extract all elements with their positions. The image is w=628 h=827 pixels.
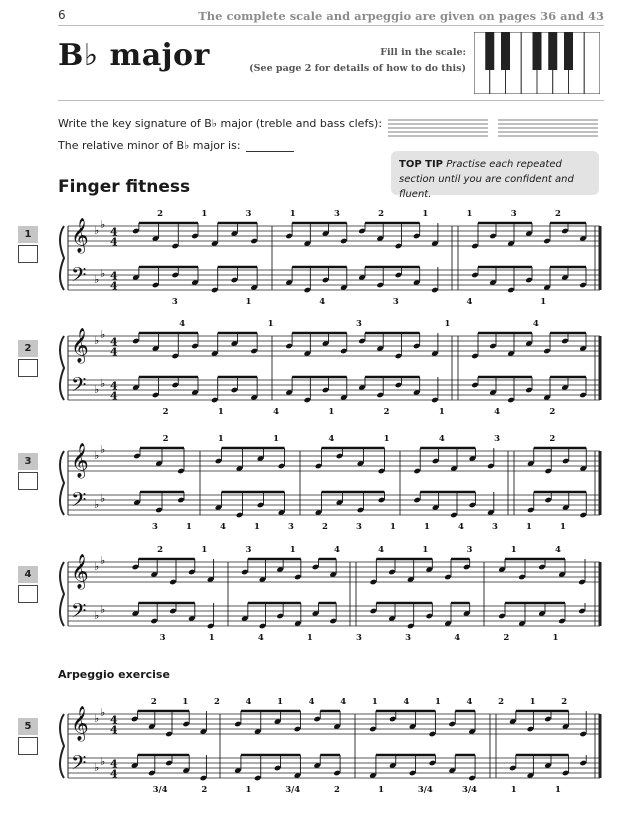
bass-fingering: 2 (383, 407, 390, 417)
bass-fingering: 1 (510, 785, 517, 795)
treble-fingering: 2 (213, 697, 220, 707)
top-tip-box (391, 151, 599, 200)
treble-fingering: 4 (179, 319, 186, 329)
exercise-number-4: 4 (18, 566, 38, 583)
bass-fingering: 1 (245, 785, 252, 795)
brace (60, 336, 64, 400)
bass-fingering: 1 (552, 633, 559, 643)
treble-fingering: 4 (333, 545, 340, 555)
treble-fingering: 1 (422, 545, 429, 555)
bass-fingering: 4 (494, 407, 501, 417)
black-key[interactable] (501, 32, 510, 70)
treble-clef: 𝄞 (71, 443, 89, 478)
black-key[interactable] (564, 32, 573, 70)
relative-minor-answer-line[interactable] (246, 151, 294, 152)
bass-fingering: 1 (540, 297, 547, 307)
bass-fingering: 1 (378, 785, 385, 795)
flat-sign: ♭ (100, 755, 106, 768)
bass-fingering: 3 (171, 297, 178, 307)
flat-sign: ♭ (100, 328, 106, 341)
bass-fingering: 3 (405, 633, 412, 643)
treble-clef: 𝄞 (71, 554, 89, 589)
time-signature-bottom: 4 (110, 279, 118, 293)
treble-fingering: 2 (549, 434, 556, 444)
bass-fingering: 1 (217, 407, 224, 417)
exercise-4-score (50, 544, 605, 644)
time-signature-top: 4 (110, 757, 118, 771)
bass-fingering: 1 (245, 297, 252, 307)
bass-fingering: 4 (458, 522, 464, 532)
fill-scale-label: Fill in the scale: (380, 47, 466, 58)
flat-sign: ♭ (94, 224, 100, 237)
treble-fingering: 4 (245, 697, 252, 707)
exercise-1-score (50, 208, 605, 308)
bass-fingering: 3/4 (152, 785, 168, 795)
time-signature-bottom: 4 (110, 235, 118, 249)
treble-fingering: 3 (510, 209, 517, 219)
relative-minor-question: The relative minor of B♭ major is: (58, 139, 241, 152)
flat-sign: ♭ (100, 554, 106, 567)
bass-fingering: 4 (319, 297, 326, 307)
bass-fingering: 1 (560, 522, 566, 532)
treble-fingering: 2 (554, 209, 561, 219)
flat-sign: ♭ (100, 267, 106, 280)
treble-fingering: 1 (422, 209, 429, 219)
arpeggio-exercise-heading: Arpeggio exercise (58, 668, 170, 681)
fill-scale-instructions: (See page 2 for details of how to do this) (249, 63, 466, 74)
flat-sign: ♭ (94, 712, 100, 725)
treble-fingering: 4 (438, 434, 445, 444)
treble-fingering: 3 (245, 545, 252, 555)
time-signature-top: 4 (110, 225, 118, 239)
exercise-2-score (50, 318, 605, 418)
finger-fitness-heading: Finger fitness (58, 177, 191, 197)
bass-fingering: 4 (257, 633, 264, 643)
header-rule (58, 25, 604, 26)
brace (60, 562, 64, 626)
treble-fingering: 2 (162, 434, 169, 444)
bass-fingering: 3 (392, 297, 399, 307)
bass-fingering: 3 (492, 522, 498, 532)
fill-scale-note (249, 45, 466, 77)
treble-fingering: 1 (383, 434, 390, 444)
bass-fingering: 1 (186, 522, 192, 532)
treble-key-signature-answer[interactable] (388, 118, 488, 138)
bass-fingering: 1 (306, 633, 313, 643)
treble-fingering: 1 (289, 209, 296, 219)
exercise-checkbox-2[interactable] (18, 359, 38, 377)
title-rule (58, 100, 604, 101)
bass-fingering: 2 (549, 407, 556, 417)
treble-fingering: 1 (510, 545, 517, 555)
bass-fingering: 3 (152, 522, 158, 532)
treble-fingering: 1 (267, 319, 274, 329)
bass-fingering: 3 (159, 633, 166, 643)
time-signature-bottom: 4 (110, 389, 118, 403)
time-signature-bottom: 4 (110, 723, 118, 737)
treble-fingering: 4 (308, 697, 315, 707)
flat-sign: ♭ (100, 443, 106, 456)
exercise-3-score (50, 433, 605, 533)
exercise-number-5: 5 (18, 718, 38, 735)
time-signature-top: 4 (110, 379, 118, 393)
flat-sign: ♭ (94, 273, 100, 286)
bass-fingering: 4 (466, 297, 473, 307)
bass-fingering: 2 (322, 522, 328, 532)
treble-clef: 𝄞 (71, 706, 89, 741)
page-number: 6 (58, 8, 66, 22)
flat-sign: ♭ (94, 609, 100, 622)
exercise-checkbox-4[interactable] (18, 585, 38, 603)
bass-fingering: 3/4 (417, 785, 433, 795)
exercise-number-2: 2 (18, 340, 38, 357)
treble-fingering: 1 (466, 209, 473, 219)
bass-fingering: 3 (356, 633, 362, 643)
flat-sign: ♭ (94, 383, 100, 396)
bass-fingering: 1 (390, 522, 396, 532)
treble-fingering: 2 (498, 697, 505, 707)
bass-clef: 𝄢 (71, 751, 87, 779)
treble-fingering: 2 (150, 697, 157, 707)
treble-fingering: 1 (371, 697, 378, 707)
time-signature-top: 4 (110, 335, 118, 349)
bass-fingering: 1 (438, 407, 445, 417)
treble-fingering: 4 (466, 697, 473, 707)
flat-sign: ♭ (100, 377, 106, 390)
bass-fingering: 2 (333, 785, 340, 795)
bass-fingering: 3/4 (462, 785, 477, 795)
flat-sign: ♭ (94, 449, 100, 462)
exercise-checkbox-5[interactable] (18, 737, 38, 755)
black-key[interactable] (485, 32, 494, 70)
treble-fingering: 1 (444, 319, 451, 329)
white-key[interactable] (584, 32, 600, 94)
exercise-5-score (50, 696, 605, 806)
bass-fingering: 1 (424, 522, 430, 532)
top-tip-text: Practise each repeated section until you are confident and fluent. (399, 159, 574, 200)
treble-fingering: 1 (289, 545, 296, 555)
black-key[interactable] (533, 32, 542, 70)
bass-fingering: 1 (208, 633, 215, 643)
treble-fingering: 1 (217, 434, 224, 444)
treble-fingering: 1 (434, 697, 441, 707)
header-note: The complete scale and arpeggio are given on pages 36 and 43 (198, 9, 604, 23)
bass-clef: 𝄢 (71, 373, 87, 401)
treble-fingering: 3 (356, 319, 362, 329)
bass-fingering: 4 (454, 633, 461, 643)
bass-fingering: 2 (162, 407, 169, 417)
bass-clef: 𝄢 (71, 263, 87, 291)
bass-fingering: 1 (554, 785, 561, 795)
time-signature-top: 4 (110, 713, 118, 727)
treble-fingering: 3 (333, 209, 340, 219)
bass-fingering: 2 (201, 785, 208, 795)
bass-fingering: 1 (328, 407, 335, 417)
bass-fingering: 3 (356, 522, 362, 532)
bass-fingering: 3/4 (285, 785, 301, 795)
treble-fingering: 2 (157, 209, 164, 219)
treble-fingering: 1 (201, 545, 208, 555)
treble-fingering: 1 (273, 434, 280, 444)
treble-fingering: 2 (157, 545, 164, 555)
bass-clef: 𝄢 (71, 488, 87, 516)
page-title: B♭ major (58, 38, 210, 73)
key-signature-question: Write the key signature of B♭ major (treble and bass clefs): (58, 117, 383, 130)
treble-fingering: 3 (466, 545, 473, 555)
brace (60, 226, 64, 290)
time-signature-bottom: 4 (110, 345, 118, 359)
exercise-checkbox-3[interactable] (18, 472, 38, 490)
time-signature-bottom: 4 (110, 767, 118, 781)
treble-fingering: 4 (340, 697, 347, 707)
top-tip-label: TOP TIP (399, 159, 444, 170)
treble-fingering: 4 (554, 545, 561, 555)
time-signature-top: 4 (110, 269, 118, 283)
flat-sign: ♭ (94, 498, 100, 511)
flat-sign: ♭ (94, 334, 100, 347)
bass-key-signature-answer[interactable] (498, 118, 598, 138)
treble-fingering: 4 (532, 319, 539, 329)
treble-fingering: 4 (403, 697, 410, 707)
flat-sign: ♭ (94, 761, 100, 774)
treble-clef: 𝄞 (71, 328, 89, 363)
bass-fingering: 1 (526, 522, 532, 532)
brace (60, 451, 64, 515)
treble-fingering: 1 (277, 697, 284, 707)
flat-sign: ♭ (100, 706, 106, 719)
flat-sign: ♭ (100, 492, 106, 505)
bass-fingering: 3 (288, 522, 294, 532)
flat-sign: ♭ (94, 560, 100, 573)
treble-fingering: 1 (182, 697, 189, 707)
treble-fingering: 1 (529, 697, 536, 707)
bass-fingering: 4 (273, 407, 280, 417)
treble-fingering: 3 (494, 434, 501, 444)
exercise-number-3: 3 (18, 453, 38, 470)
black-key[interactable] (548, 32, 557, 70)
flat-sign: ♭ (100, 218, 106, 231)
treble-fingering: 4 (328, 434, 335, 444)
bass-fingering: 4 (220, 522, 226, 532)
brace (60, 714, 64, 778)
piano-keyboard[interactable] (474, 32, 600, 94)
exercise-number-1: 1 (18, 226, 38, 243)
treble-fingering: 3 (245, 209, 252, 219)
treble-clef: 𝄞 (71, 218, 89, 253)
bass-fingering: 1 (254, 522, 260, 532)
treble-fingering: 2 (561, 697, 568, 707)
exercise-checkbox-1[interactable] (18, 245, 38, 263)
bass-fingering: 2 (503, 633, 510, 643)
treble-fingering: 2 (378, 209, 385, 219)
bass-clef: 𝄢 (71, 599, 87, 627)
flat-sign: ♭ (100, 603, 106, 616)
treble-fingering: 1 (201, 209, 208, 219)
treble-fingering: 4 (378, 545, 385, 555)
